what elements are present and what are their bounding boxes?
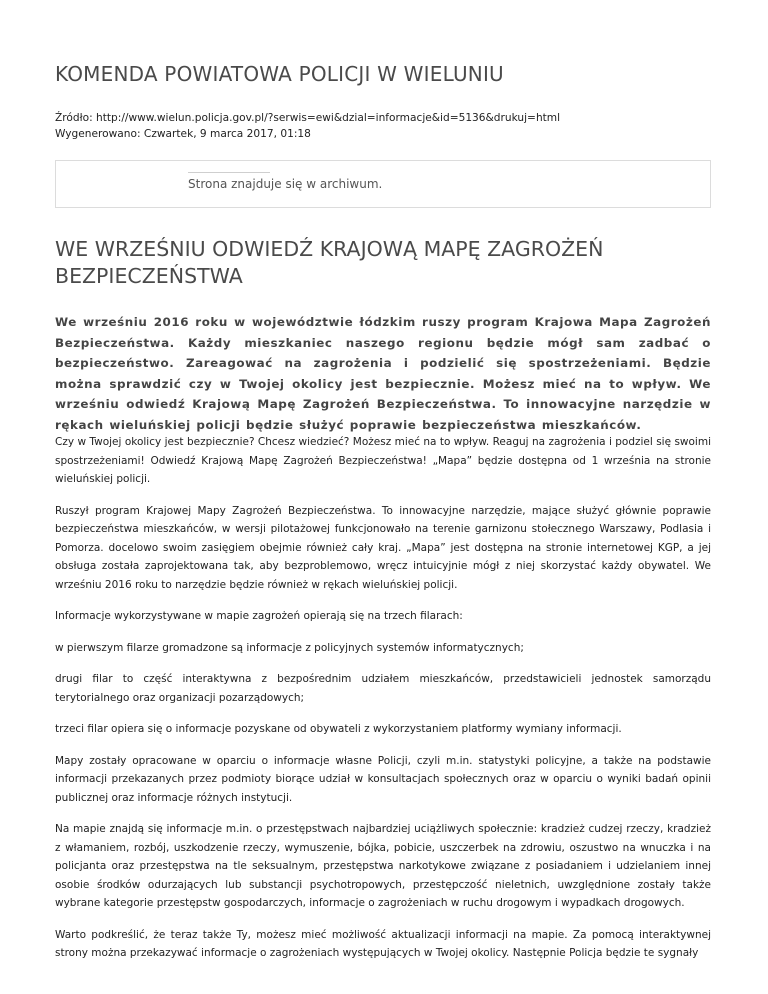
site-title: KOMENDA POWIATOWA POLICJI W WIELUNIU [55,62,504,86]
article-body [55,433,711,976]
article-paragraph: Mapy zostały opracowane w oparciu o informacje własne Policji, czyli m.in. statystyki policyjne, a także na podstawie informacji przekazanych przez podmioty biorące udział w konsultacjach społecznych oraz w oparciu o wyniki badań opinii publicznej oraz informacje różnych instytucji. [55,754,711,804]
source-url: Źródło: http://www.wielun.policja.gov.pl/?serwis=ewi&dzial=informacje&id=5136&drukuj=html [55,112,561,124]
article-paragraph: trzeci filar opiera się o informacje pozyskane od obywateli z wykorzystaniem platformy wymiany informacji. [55,723,622,735]
article-paragraph: w pierwszym filarze gromadzone są informacje z policyjnych systemów informatycznych; [55,641,524,654]
archive-notice-box [55,160,711,208]
article-title: WE WRZEŚNIU ODWIEDŹ KRAJOWĄ MAPĘ ZAGROŻEŃ BEZPIECZEŃSTWA [55,237,604,288]
generated-date: Wygenerowano: Czwartek, 9 marca 2017, 01:18 [55,128,311,140]
article-paragraph: Na mapie znajdą się informacje m.in. o przestępstwach najbardziej uciążliwych społecznie: kradzież cudzej rzeczy, kradzież z włamaniem, rozbój, uszkodzenie rzeczy, wymuszenie, bójka, pobicie, uszczerbek na zdrowiu, oszustwo na wnuczka i na policjanta oraz przestępstwa na tle seksualnym, przestępstwa narkotykowe związane z posiadaniem i udzielaniem innej osobie środków odurzających lub substancji psychotropowych, przestępczość nieletnich, uwzględnione zostały także wybrane kategorie przestępstw gospodarczych, informacje o zagrożeniach w ruchu drogowym i wypadkach drogowych. [55,823,711,909]
article-paragraph: Warto podkreślić, że teraz także Ty, możesz mieć możliwość aktualizacji informacji na mapie. Za pomocą interaktywnej strony można przekazywać informacje o zagrożeniach występujących w Twojej okolicy. Następnie Policja będzie te sygnały [55,928,711,959]
print-meta [55,110,560,142]
archive-notice-text: Strona znajduje się w archiwum. [188,177,383,191]
article-paragraph: Czy w Twojej okolicy jest bezpiecznie? Chcesz wiedzieć? Możesz mieć na to wpływ. Reaguj na zagrożenia i podziel się swoimi spostrzeżeniami! Odwiedź Krajową Mapę Zagrożeń Bezpieczeństwa! „Mapa” będzie dostępna od 1 września na stronie wieluńskiej policji. [55,436,711,485]
archive-divider [188,172,270,173]
article-paragraph: drugi filar to część interaktywna z bezpośrednim udziałem mieszkańców, przedstawicieli jednostek samorządu terytorialnego oraz organizacji pozarządowych; [55,673,711,704]
article-paragraph: Informacje wykorzystywane w mapie zagrożeń opierają się na trzech filarach: [55,610,463,622]
article-lead: We wrześniu 2016 roku w województwie łódzkim ruszy program Krajowa Mapa Zagrożeń Bezpieczeństwa. Każdy mieszkaniec naszego regionu będzie mógł sam zadbać o bezpieczeństwo. Zareagować na zagrożenia i podzielić się spostrzeżeniami. Będzie można sprawdzić czy w Twojej okolicy jest bezpiecznie. Możesz mieć na to wpływ. We wrześniu odwiedź Krajową Mapę Zagrożeń Bezpieczeństwa. To innowacyjne narzędzie w rękach wieluńskiej policji będzie służyć poprawie bezpieczeństwa mieszkańców. [55,315,711,432]
article-paragraph: Ruszył program Krajowej Mapy Zagrożeń Bezpieczeństwa. To innowacyjne narzędzie, mające służyć głównie poprawie bezpieczeństwa mieszkańców, w wersji pilotażowej funkcjonowało na terenie garnizonu stołecznego Warszawy, Podlasia i Pomorza. docelowo swoim zasięgiem obejmie również cały kraj. „Mapa” jest dostępna na stronie internetowej KGP, a jej obsługa została zaprojektowana tak, aby bezproblemowo, wręcz intuicyjnie mógł z niej skorzystać każdy obywatel. We wrześniu 2016 roku to narzędzie będzie również w rękach wieluńskiej policji. [55,504,711,591]
